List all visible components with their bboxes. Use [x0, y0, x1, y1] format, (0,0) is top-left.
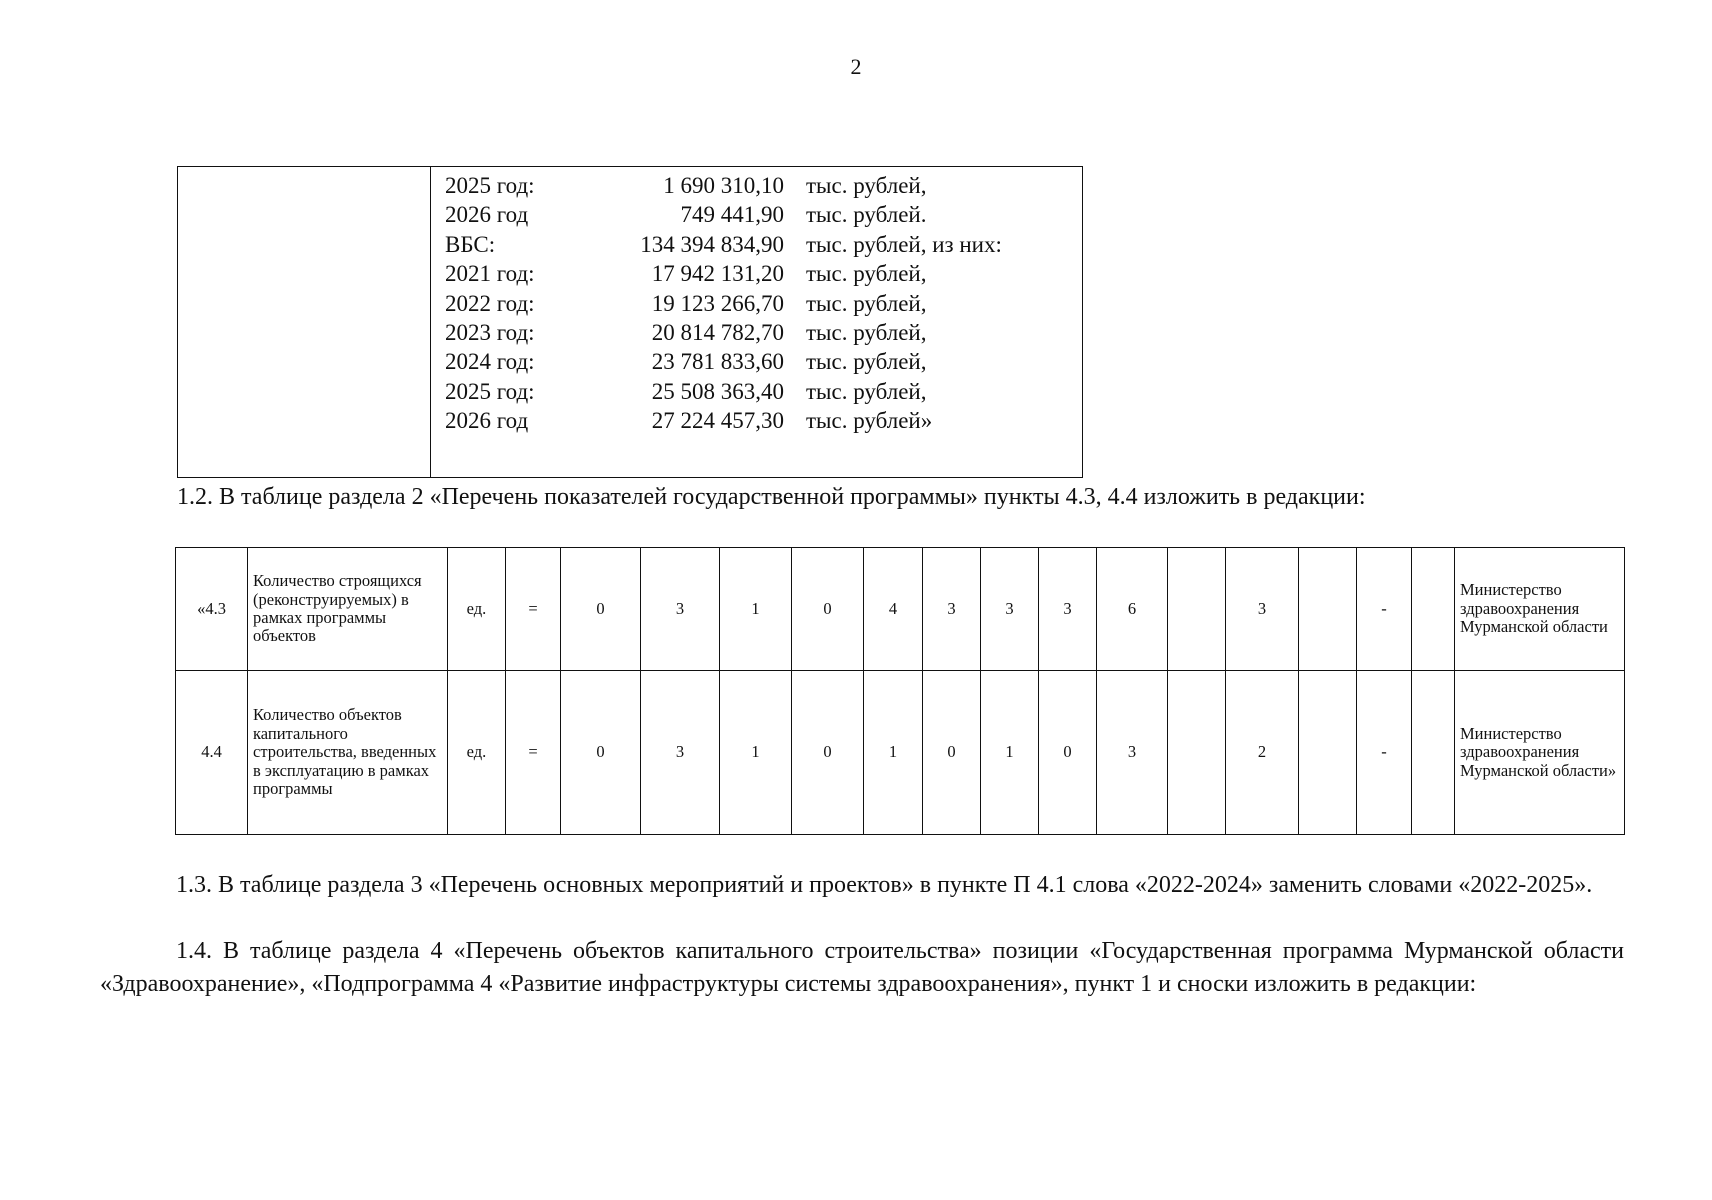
funding-row-unit: тыс. рублей,: [806, 173, 927, 198]
value-cell: -: [1357, 548, 1412, 671]
funding-row-unit: тыс. рублей.: [806, 202, 927, 228]
funding-row: [445, 320, 1065, 349]
funding-row-amount: 749 441,90: [680, 202, 784, 228]
funding-row-amount: 1 690 310,10: [663, 173, 784, 198]
unit-cell: ед.: [448, 671, 506, 835]
table-row: [176, 548, 1625, 671]
funding-row-label: 2025 год:: [445, 173, 535, 198]
unit-cell: ед.: [448, 548, 506, 671]
funding-row-unit: тыс. рублей,: [806, 290, 927, 316]
funding-row-label: 2026 год: [445, 202, 529, 228]
value-cell: 0: [792, 548, 864, 671]
value-cell: 1: [720, 548, 792, 671]
funding-row: [445, 202, 1065, 231]
value-cell: 4: [864, 548, 923, 671]
funding-row-label: 2026 год: [445, 408, 529, 434]
value-cell: 3: [981, 548, 1039, 671]
value-cell: 1: [981, 671, 1039, 835]
value-cell: [1299, 671, 1357, 835]
funding-row-amount: 17 942 131,20: [651, 261, 784, 287]
value-cell: 0: [561, 671, 641, 835]
value-cell: 0: [1039, 671, 1097, 835]
funding-row-label: 2024 год:: [445, 349, 535, 375]
value-cell: 3: [1039, 548, 1097, 671]
funding-row-label: 2022 год:: [445, 290, 535, 316]
value-cell: 3: [923, 548, 981, 671]
trend-cell: =: [506, 671, 561, 835]
value-cell: 0: [792, 671, 864, 835]
value-cell: 3: [1097, 671, 1168, 835]
value-cell: [1412, 671, 1455, 835]
funding-row-amount: 19 123 266,70: [651, 290, 784, 316]
funding-row-unit: тыс. рублей,: [806, 261, 927, 287]
value-cell: -: [1357, 671, 1412, 835]
value-cell: 0: [561, 548, 641, 671]
funding-row-label: 2023 год:: [445, 319, 535, 345]
value-cell: 3: [1226, 548, 1299, 671]
value-cell: 3: [641, 548, 720, 671]
value-cell: 0: [923, 671, 981, 835]
trend-cell: =: [506, 548, 561, 671]
funding-rows: [445, 173, 1065, 438]
funding-row: [445, 379, 1065, 408]
indicators-table: [175, 547, 1625, 835]
funding-row-amount: 23 781 833,60: [651, 349, 784, 375]
value-cell: [1168, 548, 1226, 671]
value-cell: [1412, 548, 1455, 671]
funding-row-amount: 134 394 834,90: [640, 231, 784, 257]
funding-row-label: 2021 год:: [445, 261, 535, 287]
value-cell: 3: [641, 671, 720, 835]
funding-row-unit: тыс. рублей, из них:: [806, 231, 1002, 257]
funding-row: [445, 261, 1065, 290]
page-number: 2: [850, 54, 862, 79]
funding-table-divider: [430, 167, 431, 477]
funding-row: [445, 173, 1065, 202]
funding-row-amount: 27 224 457,30: [651, 408, 784, 434]
funding-row: [445, 232, 1065, 261]
row-number: 4.4: [176, 671, 248, 835]
funding-row-amount: 20 814 782,70: [651, 319, 784, 345]
indicator-name: Количество строящихся (реконструируемых) в рамках программы объектов: [248, 548, 448, 671]
value-cell: 2: [1226, 671, 1299, 835]
table-row: [176, 671, 1625, 835]
indicator-name: Количество объектов капитального строительства, введенных в эксплуатацию в рамках программы: [248, 671, 448, 835]
paragraph-1-3: 1.3. В таблице раздела 3 «Перечень основных мероприятий и проектов» в пункте П 4.1 слова «2022-2024» заменить словами «2022-2025».: [176, 872, 1593, 898]
value-cell: 1: [720, 671, 792, 835]
value-cell: [1168, 671, 1226, 835]
funding-row-unit: тыс. рублей,: [806, 349, 927, 375]
funding-row-unit: тыс. рублей,: [806, 319, 927, 345]
funding-row-unit: тыс. рублей,: [806, 378, 927, 404]
funding-row-amount: 25 508 363,40: [651, 378, 784, 404]
funding-row-label: 2025 год:: [445, 378, 535, 404]
responsible-cell: Министерство здравоохранения Мурманской области: [1455, 548, 1625, 671]
paragraph-1-2: 1.2. В таблице раздела 2 «Перечень показателей государственной программы» пункты 4.3, 4.4 изложить в редакции:: [177, 484, 1366, 510]
funding-row: [445, 349, 1065, 378]
funding-row: [445, 291, 1065, 320]
value-cell: 6: [1097, 548, 1168, 671]
funding-row-unit: тыс. рублей»: [806, 408, 933, 434]
value-cell: [1299, 548, 1357, 671]
funding-table: [177, 166, 1083, 478]
row-number: «4.3: [176, 548, 248, 671]
responsible-cell: Министерство здравоохранения Мурманской области»: [1455, 671, 1625, 835]
value-cell: 1: [864, 671, 923, 835]
funding-row-label: ВБС:: [445, 231, 496, 257]
paragraph-1-4: 1.4. В таблице раздела 4 «Перечень объектов капитального строительства» позиции «Государственная программа Мурманской области «Здравоохранение», «Подпрограмма 4 «Развитие инфраструктуры системы здравоохранения», пункт 1 и сноски изложить в редакции:: [100, 938, 1624, 997]
funding-row: [445, 408, 1065, 437]
